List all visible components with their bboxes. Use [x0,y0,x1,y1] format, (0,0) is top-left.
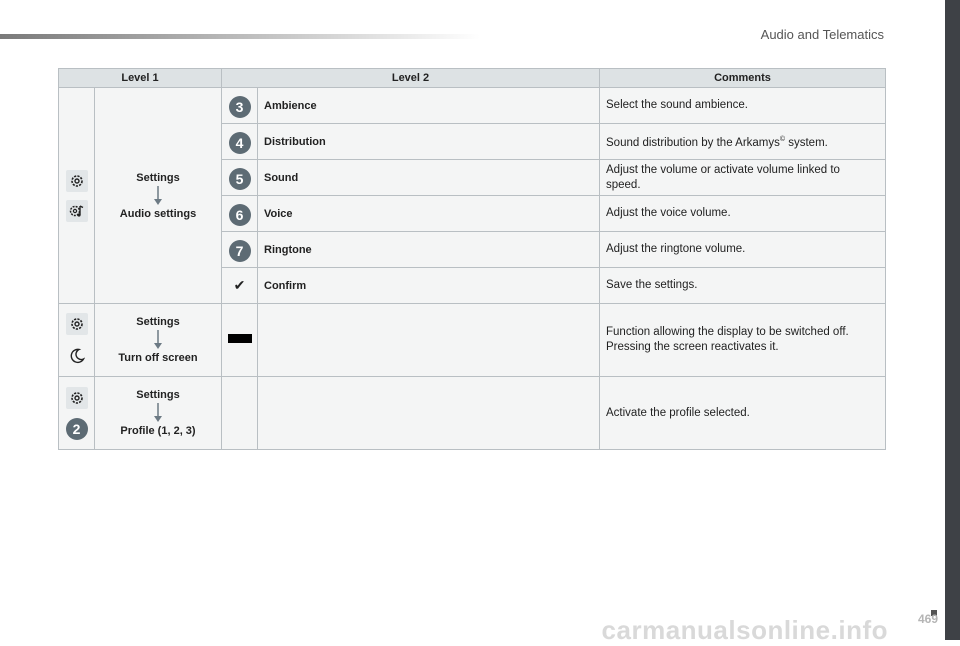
comment-ambience: Select the sound ambience. [600,88,886,124]
level2-distribution: Distribution [258,124,600,160]
gear-icon [66,170,88,192]
profile-badge: 2 [66,418,88,440]
watermark: carmanualsonline.info [601,615,888,645]
comment-turn-off-screen: Function allowing the display to be switched off. Pressing the screen reactivates it. [600,304,886,377]
comment-ringtone: Adjust the ringtone volume. [600,232,886,268]
audio-icons-cell [59,88,95,304]
comment-sound: Adjust the volume or activate volume linked to speed. [600,160,886,196]
header-comments: Comments [600,69,886,88]
step-badge-7: 7 [229,240,251,262]
audio-settings-label: Audio settings [119,207,197,220]
step-badge-6: 6 [229,204,251,226]
profile-label: Profile (1, 2, 3) [120,425,196,437]
profile-path [95,377,222,450]
screen-off-icon [228,334,252,343]
settings-table [58,68,886,450]
comment-confirm: Save the settings. [600,268,886,304]
down-arrow-icon [153,186,163,206]
screen-icons-cell [59,304,95,377]
moon-icon [66,345,88,367]
step-badge-3: 3 [229,96,251,118]
side-band [945,0,960,640]
comment-voice: Adjust the voice volume. [600,196,886,232]
settings-label: Settings [136,316,180,328]
step-badge-4: 4 [229,132,251,154]
page-number: 469 [917,612,938,626]
settings-label: Settings [136,389,180,401]
level2-voice: Voice [258,196,600,232]
step-badge-5: 5 [229,168,251,190]
profile-icons-cell [59,377,95,450]
header-level2: Level 2 [222,69,600,88]
comment-distribution: Sound distribution by the Arkamys© system. [600,124,886,160]
table-row [59,377,886,450]
table-row [59,88,886,124]
audio-settings-path [95,88,222,304]
checkmark-icon: ✔ [233,277,246,293]
level2-ringtone: Ringtone [258,232,600,268]
turn-off-screen-path [95,304,222,377]
level2-confirm: Confirm [258,268,600,304]
header-rule [0,34,480,39]
gear-icon [66,313,88,335]
down-arrow-icon [153,330,163,350]
turn-off-screen-label: Turn off screen [118,352,198,364]
table-header-row [59,69,886,88]
table-row [59,304,886,377]
gear-music-icon [66,200,88,222]
section-title: Audio and Telematics [760,27,884,42]
header-level1: Level 1 [59,69,222,88]
down-arrow-icon [153,403,163,423]
level2-sound: Sound [258,160,600,196]
settings-label: Settings [136,171,180,184]
comment-profile: Activate the profile selected. [600,377,886,450]
level2-ambience: Ambience [258,88,600,124]
gear-icon [66,387,88,409]
